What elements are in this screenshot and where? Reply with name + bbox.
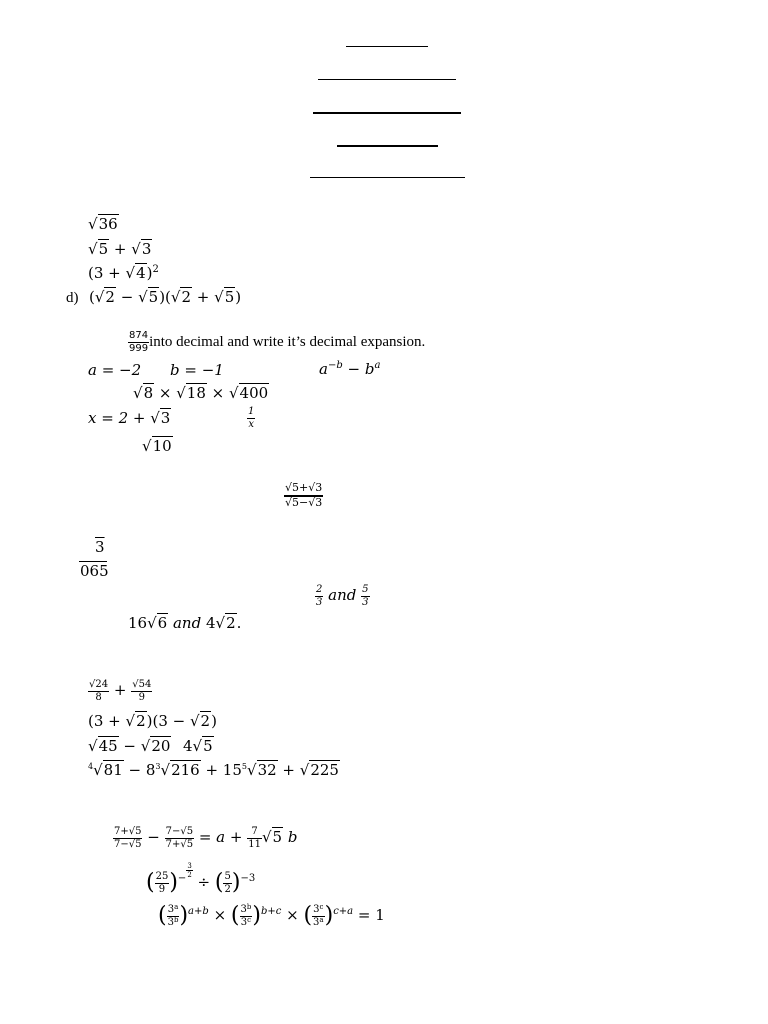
expr-3-plus-sqrt4-squared: $(3 + √4)^2$ (88, 264, 159, 282)
blank-line-1 (346, 46, 428, 47)
expr-product-d: (√2 − √5)(√2 + √5) (89, 288, 242, 306)
expr-sqrt-product: √8 × √18 × √400 (133, 384, 269, 402)
expr-power-division: ( $\frac{25}{9}$ )$^{- \frac{3}{2}}$ ÷ ( $\frac{5}{2}$ )$^{-3}$ (146, 862, 256, 896)
blank-line-4 (337, 145, 438, 147)
question-decimal-expansion: $\frac{874}{999}$ into decimal and write it’s decimal expansion. (129, 330, 426, 354)
fraction-874-999: $\frac{874}{999}$ (129, 330, 149, 354)
label-d: d) (66, 290, 79, 306)
expr-16sqrt6-and-4sqrt2: 16√6 and 4√2. (128, 614, 242, 632)
expr-conjugate-product: (3 + √2)(3 − √2) (88, 712, 217, 730)
expr-two-thirds-and-five-thirds: $\frac{2}{3}$ and $\frac{5}{3}$ (316, 584, 369, 608)
assign-b: b = −1 (170, 361, 224, 379)
expr-sqrt45-minus-sqrt20: √45 − √20 (88, 737, 171, 755)
blank-line-5 (310, 177, 465, 178)
expr-a-minus-b: $a^{-b} - b^a$ (319, 360, 381, 378)
assign-a: a = −2 (88, 361, 142, 379)
fraction-1-over-x: $\frac{1}{x}$ (248, 406, 255, 430)
assign-x: x = 2 + √3 (88, 409, 171, 427)
equation-exponent-identity: ( $\frac{3^a}{3^b}$ )$^{a+b}$ × ( $\frac{3^b}{3^c}$ )$^{b+c}$ × ( $\frac{3^c}{3^a}$ )$^{c+a}$ = 1 (158, 903, 385, 928)
equation-find-a-b: $\frac{7+√5}{7-√5}$ − $\frac{7-√5}{7+√5}$ = a + $\frac{7}{11}$ √5 b (114, 826, 298, 850)
expr-sqrt24-8-plus-sqrt54-9: $\frac{√24}{8}$ + $\frac{√54}{9}$ (89, 679, 152, 703)
recurring-digit-3: 3 (95, 538, 105, 556)
expr-sqrt-36: √36 (88, 215, 118, 233)
expr-sqrt5-plus-sqrt3: √5 + √3 (88, 240, 152, 258)
fraction-rationalize: $\frac{√5+√3}{√5-√3}$ (285, 481, 323, 509)
blank-line-2 (318, 79, 456, 80)
expr-4sqrt5: 4√5 (183, 737, 213, 755)
blank-line-3 (313, 112, 461, 114)
expr-sqrt-10: √10 (142, 437, 172, 455)
expr-nth-roots: $^4√81 - 8^3√216 + 15^5√32 + √225$ (88, 761, 339, 779)
digits-065: 065 (80, 562, 109, 580)
